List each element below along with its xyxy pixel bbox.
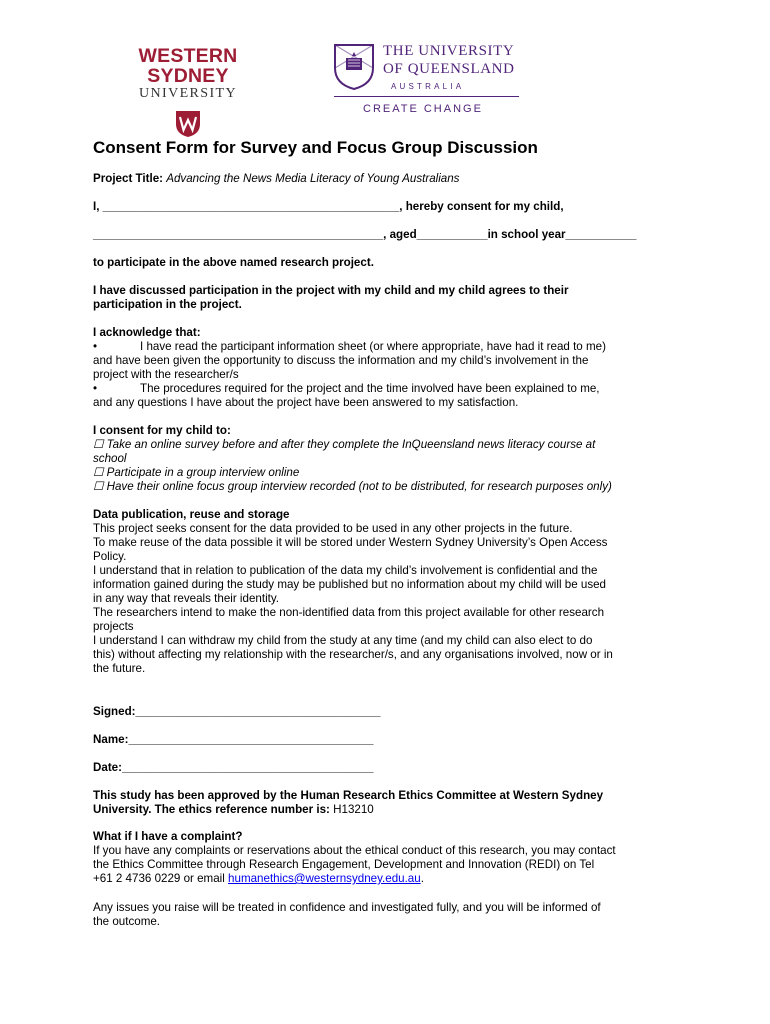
confidence-line2: the outcome. xyxy=(93,915,161,928)
uq-logo-line2: OF QUEENSLAND xyxy=(383,61,515,77)
name-field[interactable]: Name:______________________________________ xyxy=(93,733,374,746)
option-online-survey[interactable]: ☐ Take an online survey before and after they complete the InQueensland news literacy course at xyxy=(93,438,596,451)
participate-line: to participate in the above named research project. xyxy=(93,256,374,269)
wsu-shield-icon xyxy=(175,110,201,138)
ack1-line2: and have been given the opportunity to discuss the information and my child’s involvement in the xyxy=(93,354,589,367)
complaint-line3-text: +61 2 4736 0229 or email xyxy=(93,872,229,885)
option-group-interview[interactable]: ☐ Participate in a group interview online xyxy=(93,466,300,479)
data-line: This project seeks consent for the data provided to be used in any other projects in the future. xyxy=(93,522,573,535)
acknowledge-heading: I acknowledge that: xyxy=(93,326,201,339)
wsu-logo-line2: UNIVERSITY xyxy=(139,86,237,101)
option-interview-recorded[interactable]: ☐ Have their online focus group interview recorded (not to be distributed, for research purposes only) xyxy=(93,480,612,493)
data-line: To make reuse of the data possible it will be stored under Western Sydney University’s Open Access xyxy=(93,536,608,549)
complaint-line1: If you have any complaints or reservations about the ethical conduct of this research, you may contact xyxy=(93,844,616,857)
ethics-email-link[interactable]: humanethics@westernsydney.edu.au xyxy=(228,872,421,885)
date-field[interactable]: Date:_______________________________________ xyxy=(93,761,374,774)
confidence-line1: Any issues you raise will be treated in confidence and investigated fully, and you will be informed of xyxy=(93,901,601,914)
data-line: information gained during the study may be published but no information about my child will be used xyxy=(93,578,607,591)
ack2-line1: The procedures required for the project and the time involved have been explained to me, xyxy=(140,382,600,395)
wsu-logo-line1: WESTERN SYDNEY xyxy=(138,45,238,87)
ack1-bullet: • xyxy=(93,340,98,353)
complaint-line3 xyxy=(93,872,424,886)
option-online-survey-cont: school xyxy=(93,452,127,465)
data-line: in any way that reveals their identity. xyxy=(93,592,280,605)
data-line: The researchers intend to make the non-identified data from this project available for other research xyxy=(93,606,605,619)
ack1-line1: I have read the participant information sheet (or where appropriate, have had it read to me) xyxy=(140,340,606,353)
project-title-row xyxy=(93,172,459,186)
consent-age-line[interactable]: _____________________________________________, aged___________in school year___________ xyxy=(93,228,637,241)
data-heading: Data publication, reuse and storage xyxy=(93,508,290,521)
signed-field[interactable]: Signed:______________________________________ xyxy=(93,705,381,718)
complaint-line2: the Ethics Committee through Research Engagement, Development and Innovation (REDI) on Tel xyxy=(93,858,595,871)
uq-logo-divider xyxy=(334,96,519,97)
uq-crest-icon xyxy=(334,44,374,90)
discussed-line1: I have discussed participation in the project with my child and my child agrees to their xyxy=(93,284,569,297)
wsu-logo xyxy=(96,46,280,138)
data-line: the future. xyxy=(93,662,146,675)
ack2-bullet: • xyxy=(93,382,98,395)
project-title-value: Advancing the News Media Literacy of Young Australians xyxy=(166,172,460,185)
uq-logo-tagline: CREATE CHANGE xyxy=(363,103,483,115)
data-line: this) without affecting my relationship with the researcher/s, and any organisations involved, now or in xyxy=(93,648,613,661)
approval-line1: This study has been approved by the Human Research Ethics Committee at Western Sydney xyxy=(93,789,604,802)
approval-line2 xyxy=(93,803,374,817)
discussed-line2: participation in the project. xyxy=(93,298,242,311)
uq-logo-country: AUSTRALIA xyxy=(391,82,465,91)
uq-logo-text xyxy=(383,42,515,78)
data-line: I understand that in relation to publication of the data my child’s involvement is confidential and the xyxy=(93,564,598,577)
data-line: projects xyxy=(93,620,134,633)
ack2-line2: and any questions I have about the project have been answered to my satisfaction. xyxy=(93,396,519,409)
uq-logo-line1: THE UNIVERSITY xyxy=(383,43,515,59)
ethics-reference-number: H13210 xyxy=(329,803,374,816)
complaint-heading: What if I have a complaint? xyxy=(93,830,243,843)
consent-heading: I consent for my child to: xyxy=(93,424,231,437)
data-line: I understand I can withdraw my child from the study at any time (and my child can also elect to do xyxy=(93,634,593,647)
approval-text: University. The ethics reference number is: xyxy=(93,803,330,816)
consent-name-line[interactable]: I, ______________________________________________, hereby consent for my child, xyxy=(93,200,564,213)
project-title-label: Project Title: xyxy=(93,172,164,185)
form-title: Consent Form for Survey and Focus Group Discussion xyxy=(93,138,538,157)
complaint-line3-end: . xyxy=(420,872,424,885)
ack1-line3: project with the researcher/s xyxy=(93,368,239,381)
data-line: Policy. xyxy=(93,550,127,563)
